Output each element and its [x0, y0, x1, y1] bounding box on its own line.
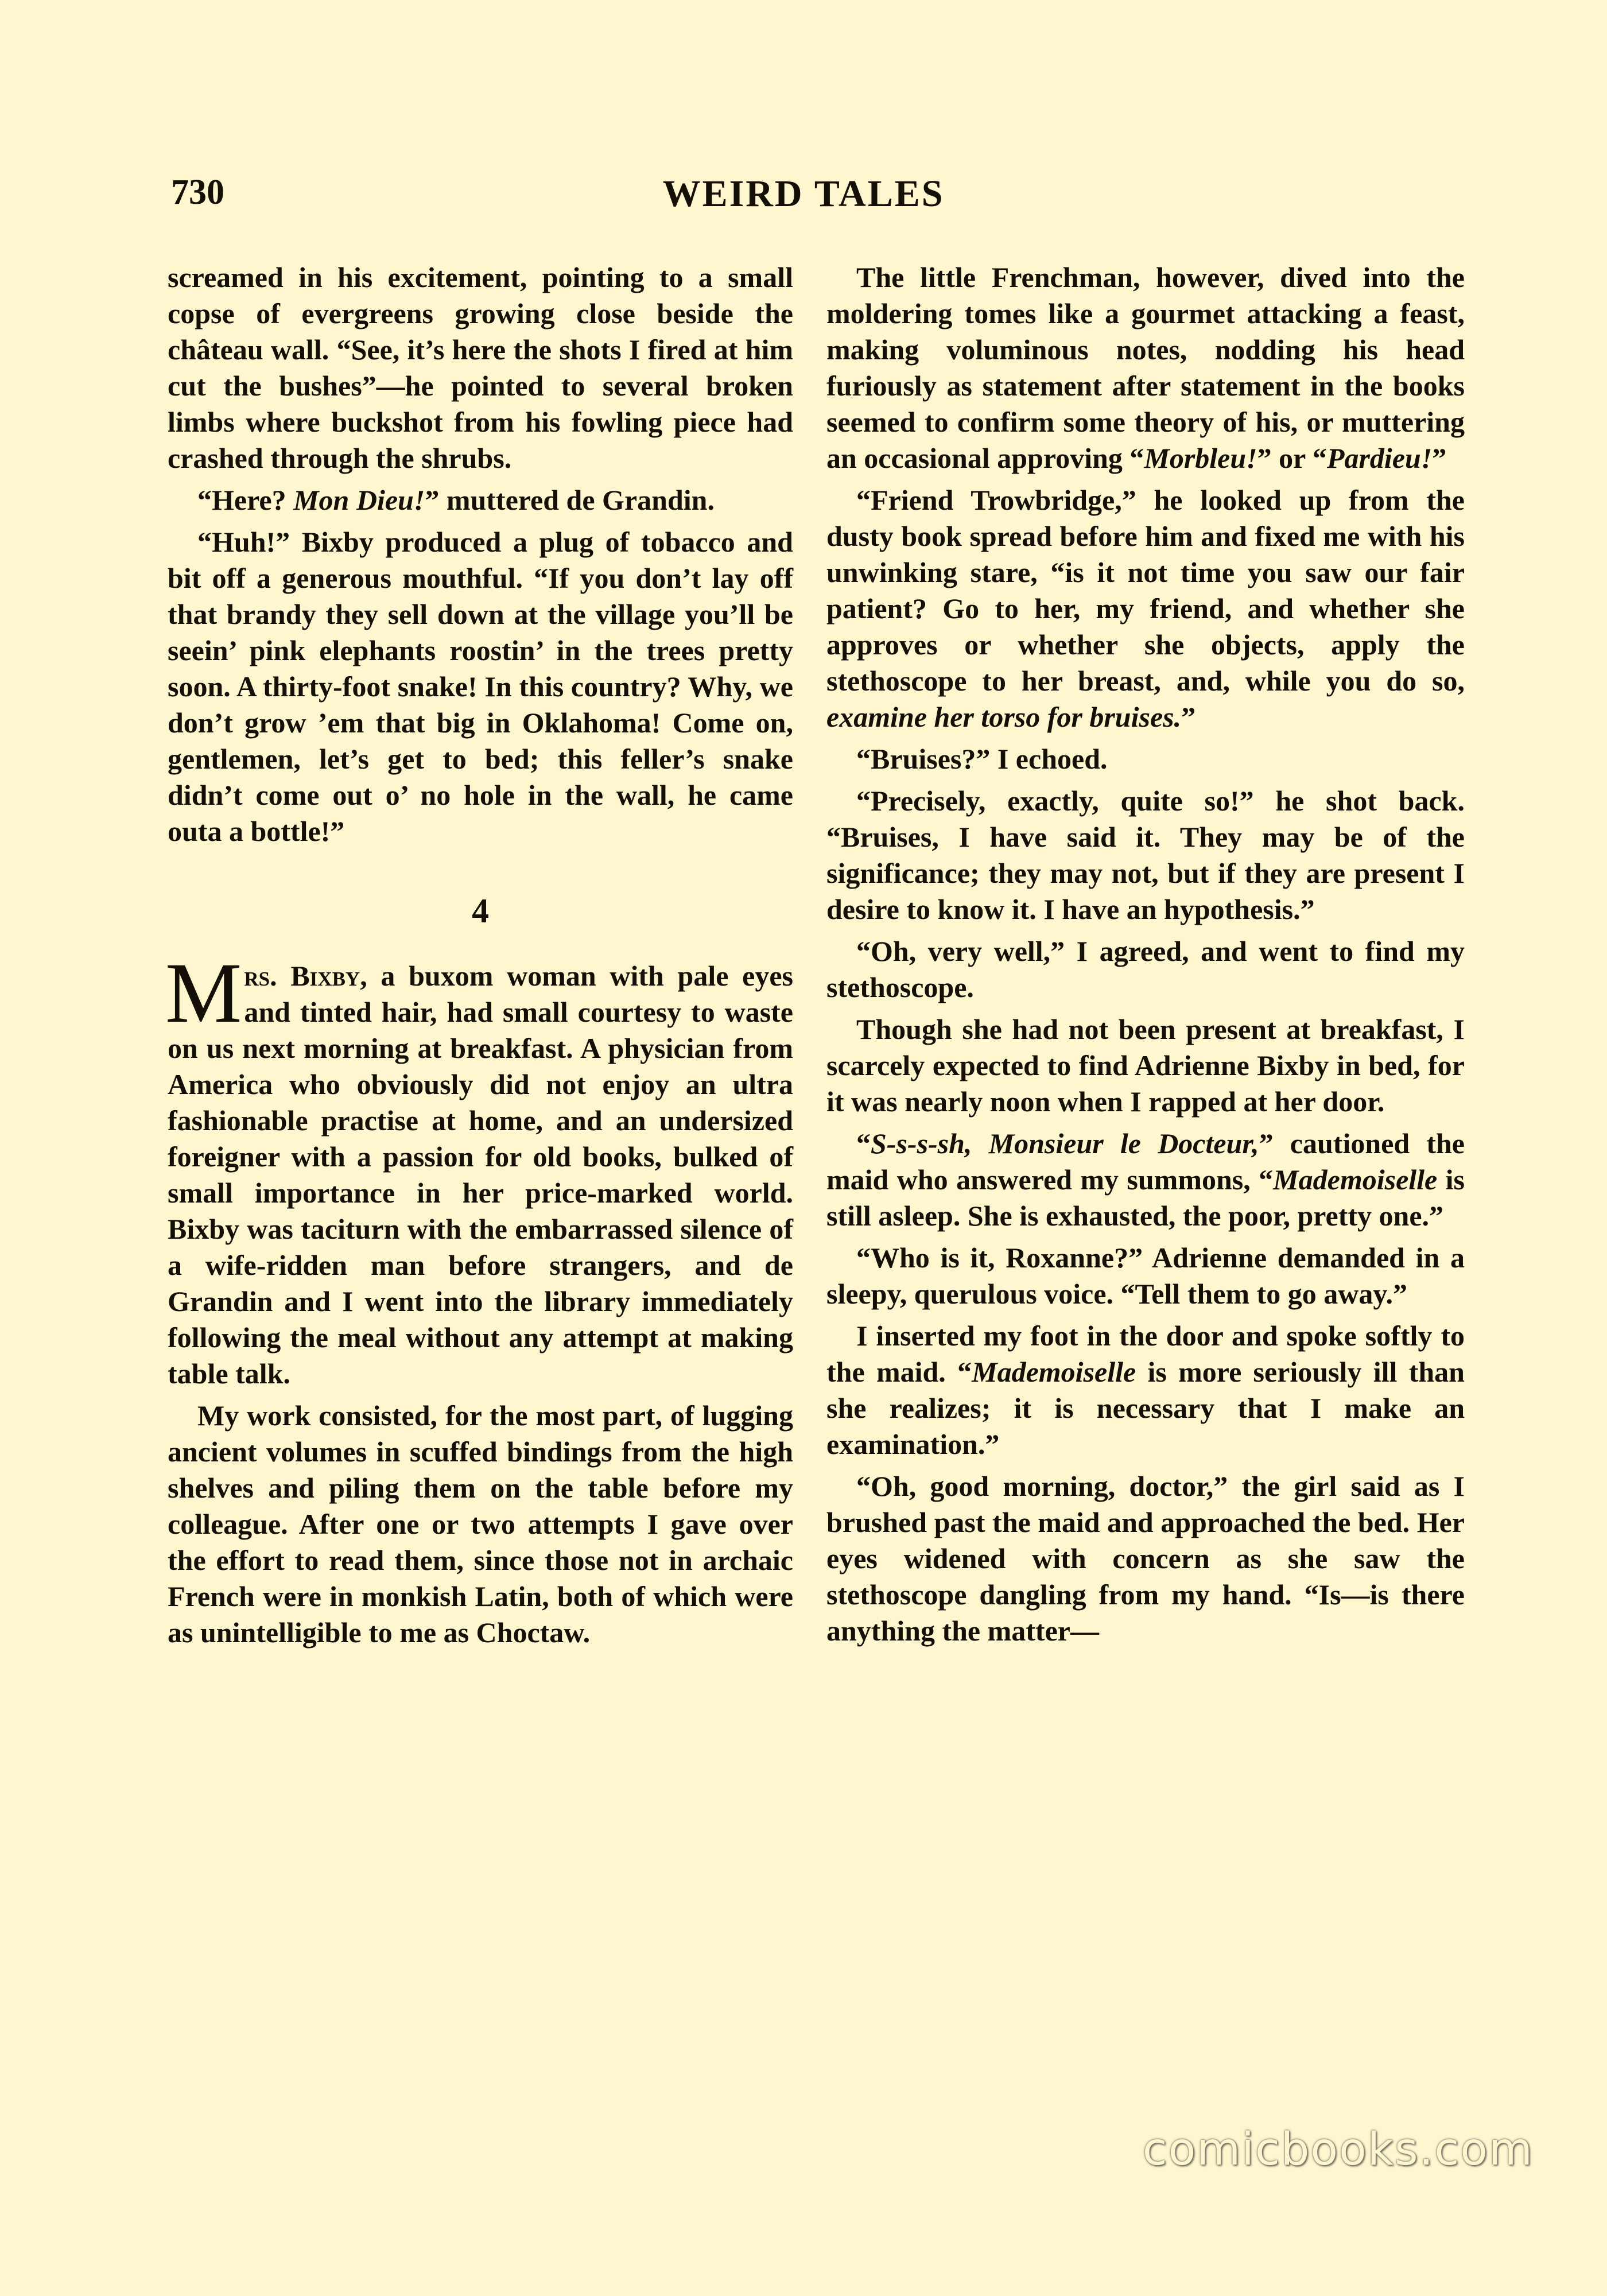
text-run: ” muttered de Grandin.	[425, 484, 715, 516]
italic-text: Mon Dieu!	[293, 484, 425, 516]
text-run: ”	[1181, 701, 1196, 733]
paragraph: Though she had not been present at breakfast, I scarcely expected to find Adrienne Bixby in bed, for it was nearly noon when I rapped at her door.	[826, 1013, 1465, 1118]
paragraph	[826, 1126, 1465, 1234]
page-number: 730	[171, 173, 224, 212]
text-run: I inserted my foot in the door and spoke softly to the maid. “	[826, 1320, 1465, 1388]
italic-text: Mademoiselle	[1273, 1163, 1438, 1196]
paragraph	[826, 1318, 1465, 1463]
paragraph: My work consisted, for the most part, of lugging ancient volumes in scuffed bindings from the high shelves and piling them on the table before my colleague. After one or two attempts I gave over the effort to read them, since those not in archaic French were in monkish Latin, both of which were as unintelligible to me as Choctaw.	[168, 1399, 793, 1649]
section-number: 4	[472, 892, 489, 930]
text-run: ” cautioned the maid who answered my summons, “	[826, 1127, 1465, 1196]
paragraph: “Bruises?” I echoed.	[856, 743, 1108, 775]
paragraph	[826, 259, 1465, 476]
paragraph: screamed in his excitement, pointing to a small copse of evergreens growing close beside the château wall. “See, it’s here the shots I fired at him cut the bushes”—he pointed to several broken limbs where buckshot from his fowling piece had crashed through the shrubs.	[168, 261, 793, 474]
paragraph	[826, 482, 1465, 735]
text-run: “Here?	[197, 484, 294, 516]
paragraph: “Huh!” Bixby produced a plug of tobacco and bit off a generous mouthful. “If you don’t lay off that brandy they sell down at the village you’ll be seein’ pink elephants roostin’ in the trees pretty soon. A thirty-foot snake! In this country? Why, we don’t grow ’em that big in Oklahoma! Come on, gentlemen, let’s get to bed; this feller’s snake didn’t come out o’ no hole in the wall, he came outa a bottle!”	[168, 526, 793, 847]
italic-text: Morbleu!	[1144, 442, 1257, 474]
italic-text: Mademoiselle	[972, 1356, 1136, 1388]
site-watermark: comicbooks.com	[1142, 2124, 1534, 2175]
italic-text: Pardieu!	[1326, 442, 1433, 474]
paragraph: “Oh, very well,” I agreed, and went to find my stethoscope.	[826, 935, 1465, 1003]
paragraph: “Who is it, Roxanne?” Adrienne demanded in a sleepy, querulous voice. “Tell them to go away.”	[826, 1242, 1465, 1310]
paragraph: “Oh, good morning, doctor,” the girl said as I brushed past the maid and approached the bed. Her eyes widened with concern as she saw the stethoscope dangling from my hand. “Is—is there anything the matter—	[826, 1470, 1465, 1647]
text-run: ”	[1432, 442, 1447, 474]
small-caps-name: rs. Bixby	[244, 960, 360, 992]
text-run: The little Frenchman, however, dived into the moldering tomes like a gourmet attacking a feast, making voluminous notes, nodding his head furiously as statement after statement in the books seemed to confirm some theory of his, or muttering an occasional approving “	[826, 261, 1465, 474]
left-column	[165, 259, 793, 1657]
paragraph	[165, 945, 793, 1392]
drop-cap: M	[165, 945, 242, 1041]
text-run: is more seriously ill than she realizes; it is necessary that I make an examination.”	[826, 1356, 1465, 1460]
italic-text: examine her torso for bruises.	[826, 701, 1182, 733]
running-head: WEIRD TALES	[662, 173, 945, 215]
text-run: “	[856, 1127, 871, 1159]
italic-text: S-s-s-sh, Monsieur le Docteur,	[871, 1127, 1259, 1159]
right-column	[826, 259, 1465, 1655]
text-run: is still asleep. She is exhausted, the poor, pretty one.”	[826, 1163, 1465, 1232]
paragraph	[168, 482, 793, 518]
text-run: ” or “	[1257, 442, 1327, 474]
paragraph: “Precisely, exactly, quite so!” he shot back. “Bruises, I have said it. They may be of the significance; they may not, but if they are present I desire to know it. I have an hypothesis.”	[826, 785, 1465, 925]
text-run: “Friend Trowbridge,” he looked up from the dusty book spread before him and fixed me with his unwinking stare, “is it not time you saw our fair patient? Go to her, my friend, and whether she approves or whether she objects, apply the stethoscope to her breast, and, while you do so,	[826, 484, 1465, 697]
text-run: , a buxom woman with pale eyes and tinted hair, had small courtesy to waste on us next morning at breakfast. A physician from America who obviously did not enjoy an ultra fashionable practise at home, and an undersized foreigner with a passion for old books, bulked of small importance in her price-marked world. Bixby was taciturn with the embarrassed silence of a wife-ridden man before strangers, and de Grandin and I went into the library immediately following the meal without any attempt at making table talk.	[168, 960, 793, 1390]
